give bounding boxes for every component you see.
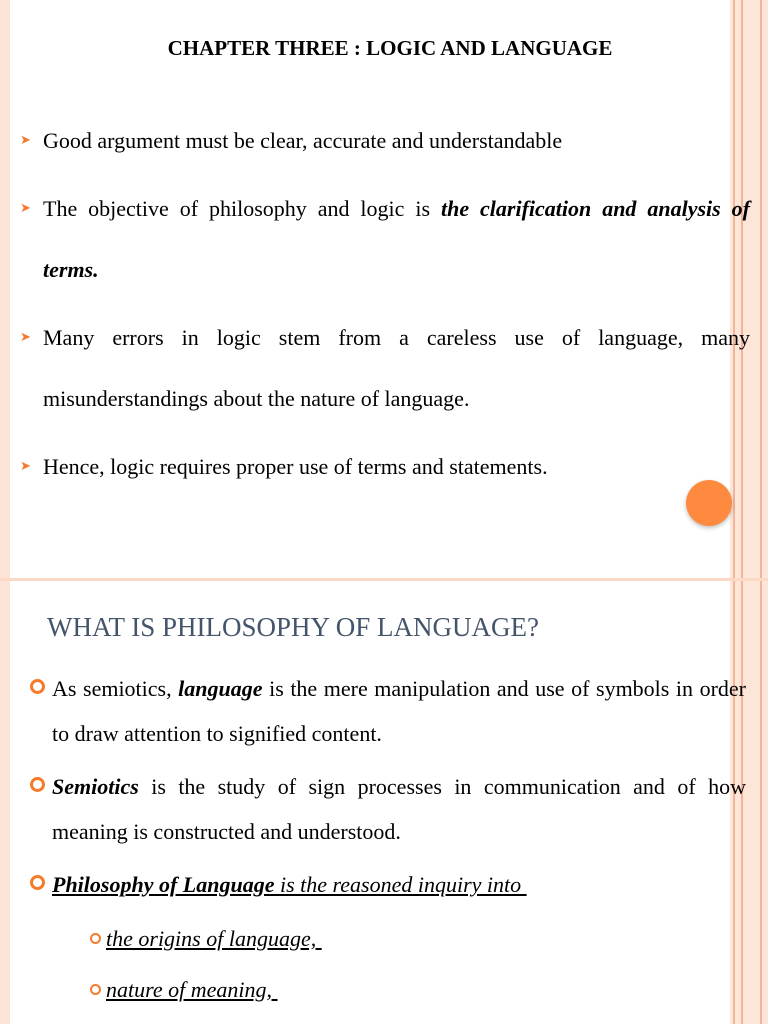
bullet-text-plain: The objective of philosophy and logic is (43, 196, 441, 221)
arrow-bullet-icon: ➤ (20, 458, 31, 473)
circle-bullet-icon (30, 875, 45, 890)
list-item (30, 862, 746, 907)
arrow-bullet-icon: ➤ (20, 200, 31, 215)
bullet-text (52, 862, 746, 907)
circle-bullet-icon (90, 984, 101, 995)
arrow-bullet-icon: ➤ (20, 132, 31, 147)
section-heading: WHAT IS PHILOSOPHY OF LANGUAGE? (47, 612, 539, 642)
list-item (20, 110, 750, 171)
sub-bullet-text: nature of meaning, (106, 977, 278, 1002)
left-border (0, 0, 10, 1024)
arrow-bullet-icon: ➤ (20, 329, 31, 344)
bullet-text: Many errors in logic stem from a careless use of language, many misunderstandings about the nature of language. (43, 325, 750, 411)
bullet-text-plain: is the mere manipulation and use of symbols in order to draw attention to signified content. (52, 676, 746, 746)
list-item (30, 764, 746, 854)
emphasis-text: language (178, 676, 263, 701)
emphasis-text: the clarification and analysis of terms. (43, 196, 750, 282)
emphasis-text: Semiotics (52, 774, 139, 799)
list-item (20, 307, 750, 429)
sub-list-item (90, 926, 322, 952)
page-title: CHAPTER THREE : LOGIC AND LANGUAGE (167, 36, 613, 60)
bullet-text-plain: is the study of sign processes in communication and of how meaning is constructed and understood. (52, 774, 746, 844)
bullet-text (52, 764, 746, 854)
bullet-text: Good argument must be clear, accurate and understandable (43, 128, 563, 153)
sub-bullet-text: the origins of language, (106, 926, 322, 951)
bullet-text: Hence, logic requires proper use of terms and statements. (43, 454, 548, 479)
list-item (20, 178, 750, 300)
bullet-text (52, 666, 746, 756)
bullet-text (43, 178, 750, 300)
sub-list-item (90, 977, 278, 1003)
right-stripe (760, 0, 762, 1024)
circle-bullet-icon (30, 679, 45, 694)
list-item (30, 666, 746, 756)
bullet-text-italic: is the reasoned inquiry into (274, 872, 527, 897)
circle-bullet-icon (30, 777, 45, 792)
slide-divider (0, 578, 768, 581)
list-item (20, 436, 750, 497)
circle-bullet-icon (90, 933, 101, 944)
bullet-text-plain: As semiotics, (52, 676, 179, 701)
emphasis-text: Philosophy of Language (52, 872, 275, 897)
